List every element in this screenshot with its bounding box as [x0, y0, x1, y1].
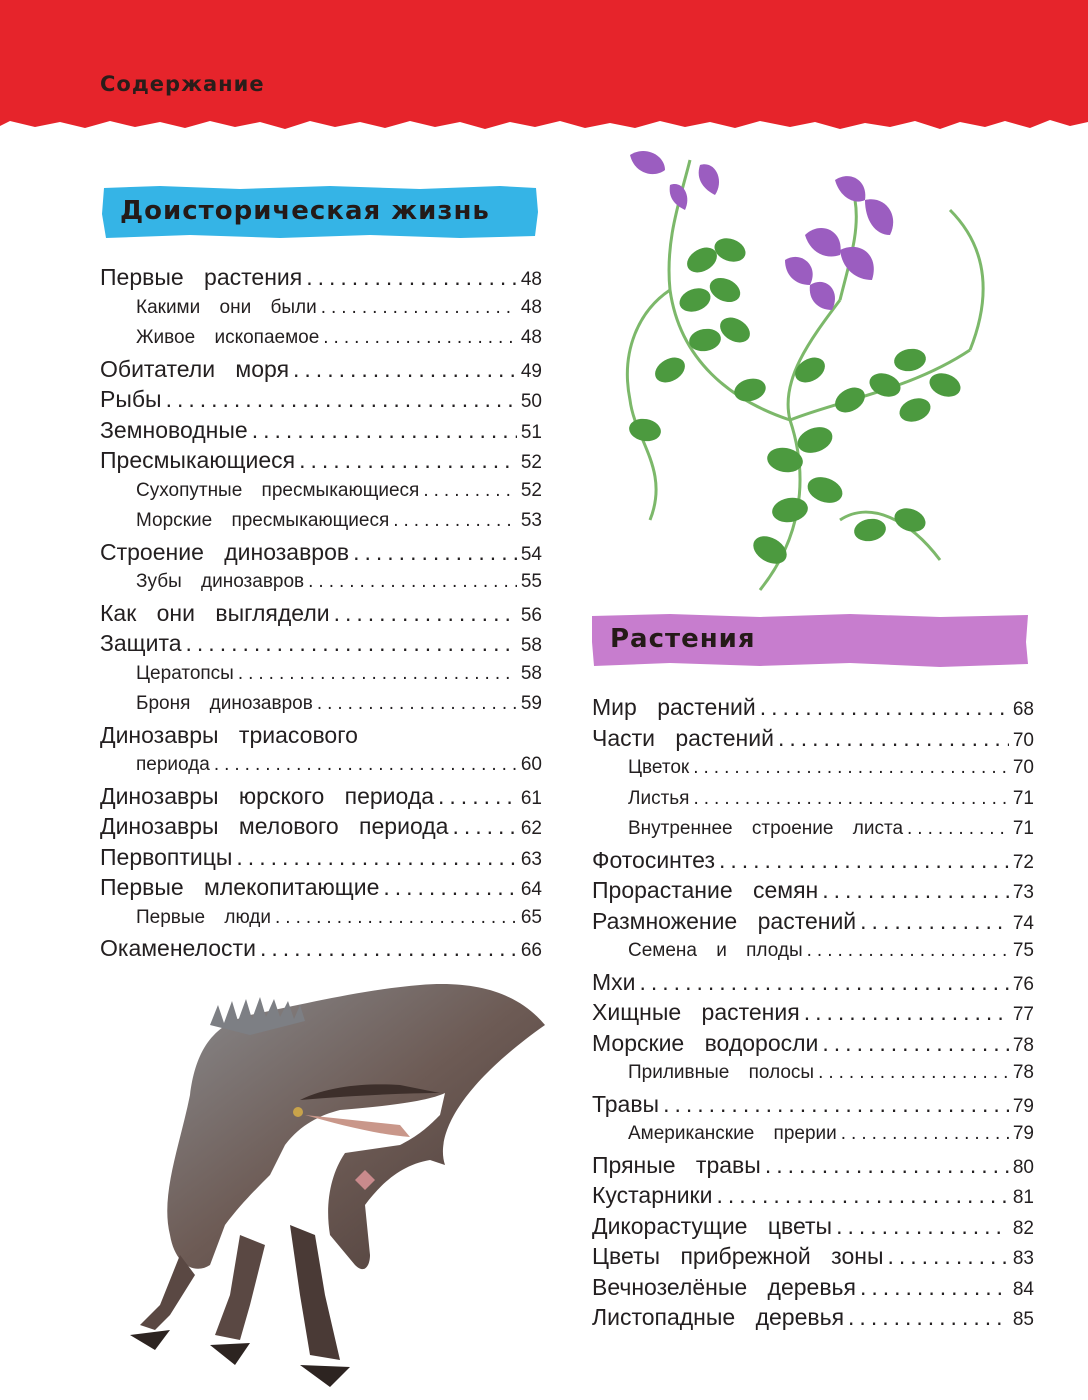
toc-entry-page: 58: [520, 662, 542, 684]
toc-entry-page: 73: [1012, 882, 1034, 903]
toc-entry-page: 68: [1012, 699, 1034, 720]
toc-entry-label: Первые люди: [136, 906, 272, 928]
toc-entry-label: Семена и плоды: [628, 940, 803, 961]
toc-leader-dots: [260, 933, 517, 963]
toc-entry-label: Дикорастущие цветы: [592, 1212, 833, 1239]
toc-entry-page: 53: [520, 510, 542, 531]
toc-entry-page: 54: [520, 543, 542, 565]
toc-leader-dots: [760, 692, 1009, 722]
toc-leader-dots: [423, 476, 517, 506]
toc-plants: [592, 692, 1034, 1333]
toc-leader-dots: [822, 875, 1009, 905]
toc-entry[interactable]: [592, 784, 1034, 815]
toc-leader-dots: [323, 323, 517, 353]
toc-entry[interactable]: [592, 814, 1034, 845]
plant-icon: [610, 140, 1010, 600]
toc-leader-dots: [299, 445, 517, 475]
toc-entry-page: 48: [520, 296, 542, 318]
toc-entry-label: Морские водоросли: [592, 1029, 819, 1056]
toc-leader-dots: [907, 814, 1009, 844]
toc-entry-label: Части растений: [592, 724, 774, 751]
toc-leader-dots: [383, 872, 516, 902]
toc-entry-page: 71: [1012, 787, 1034, 809]
toc-leader-dots: [716, 1180, 1008, 1210]
dinosaur-illustration: [100, 975, 555, 1395]
toc-entry[interactable]: [592, 1150, 1034, 1181]
section-tag-plants: [590, 612, 1030, 668]
toc-entry-label: Вечнозелёные деревья: [592, 1273, 856, 1300]
toc-entry[interactable]: [592, 1089, 1034, 1120]
toc-entry-label: Сухопутные пресмыкающиеся: [136, 479, 420, 501]
toc-entry-label: Броня динозавров: [136, 693, 313, 714]
toc-entry[interactable]: [100, 872, 542, 903]
toc-leader-dots: [308, 567, 517, 597]
toc-entry-label: Прорастание семян: [592, 877, 819, 903]
toc-entry-label: Динозавры мелового периода: [100, 813, 449, 839]
toc-entry-label: Как они выглядели: [100, 599, 330, 626]
toc-leader-dots: [860, 906, 1009, 936]
section-title-plants: Растения: [610, 624, 756, 654]
toc-leader-dots: [765, 1150, 1009, 1180]
toc-leader-dots: [822, 1028, 1008, 1058]
toc-leader-dots: [640, 967, 1009, 997]
toc-entry-label: Мир растений: [592, 694, 756, 720]
toc-entry-page: 52: [520, 452, 542, 473]
toc-leader-dots: [860, 1272, 1009, 1302]
toc-entry-page: 51: [520, 421, 542, 443]
toc-entry[interactable]: [592, 967, 1034, 998]
toc-leader-dots: [887, 1241, 1008, 1271]
toc-prehistoric: [100, 262, 542, 964]
toc-leader-dots: [317, 689, 517, 719]
toc-leader-dots: [719, 845, 1009, 875]
toc-entry-page: 71: [1012, 818, 1034, 839]
toc-leader-dots: [841, 1119, 1009, 1149]
toc-entry-page: 58: [520, 635, 542, 656]
toc-entry-page: 48: [520, 269, 542, 290]
toc-entry-label: Пресмыкающиеся: [100, 447, 296, 473]
toc-leader-dots: [321, 293, 517, 323]
toc-entry-page: 77: [1012, 1004, 1034, 1025]
toc-entry-page: 59: [520, 693, 542, 714]
toc-entry-page: 80: [1012, 1156, 1034, 1178]
toc-entry[interactable]: [100, 750, 542, 781]
toc-entry-page: 81: [1012, 1187, 1034, 1208]
toc-entry[interactable]: [100, 567, 542, 598]
toc-entry-label: Листопадные деревья: [592, 1304, 845, 1330]
toc-entry[interactable]: [100, 415, 542, 446]
toc-entry-page: 52: [520, 479, 542, 501]
toc-entry[interactable]: [100, 842, 542, 873]
sweet-pea-illustration: [610, 140, 1010, 600]
toc-entry[interactable]: [592, 875, 1034, 906]
section-tag-prehistoric: [100, 184, 540, 240]
toc-entry-page: 49: [520, 360, 542, 382]
toc-entry-label: Динозавры триасового: [100, 721, 358, 748]
toc-entry[interactable]: [592, 723, 1034, 754]
toc-entry-page: 78: [1012, 1034, 1034, 1056]
toc-entry-page: 63: [520, 848, 542, 870]
toc-entry-page: 56: [520, 604, 542, 626]
toc-entry[interactable]: [100, 781, 542, 812]
toc-entry-label: Мхи: [592, 968, 636, 995]
toc-entry[interactable]: [592, 1241, 1034, 1272]
toc-entry-label: Пряные травы: [592, 1151, 761, 1178]
toc-leader-dots: [353, 537, 517, 567]
toc-leader-dots: [393, 506, 517, 536]
toc-entry-page: 74: [1012, 912, 1034, 934]
toc-entry-page: 66: [520, 940, 542, 961]
toc-entry-label: Защита: [100, 630, 182, 656]
toc-entry[interactable]: [100, 933, 542, 964]
toc-leader-dots: [848, 1302, 1009, 1332]
toc-entry-page: 72: [1012, 851, 1034, 873]
toc-leader-dots: [186, 628, 517, 658]
toc-entry-label: периода: [136, 754, 210, 775]
toc-entry[interactable]: [100, 537, 542, 568]
toc-entry-label: Земноводные: [100, 416, 248, 443]
toc-leader-dots: [452, 811, 516, 841]
toc-entry-page: 78: [1012, 1062, 1034, 1083]
toc-entry[interactable]: [100, 445, 542, 476]
toc-entry[interactable]: [592, 1272, 1034, 1303]
page-title: Содержание: [100, 72, 265, 96]
dinosaur-icon: [100, 975, 555, 1395]
toc-entry[interactable]: [592, 692, 1034, 723]
toc-leader-dots: [238, 659, 517, 689]
toc-entry-label: Какими они были: [136, 296, 317, 318]
toc-entry-label: Обитатели моря: [100, 355, 290, 382]
toc-entry-label: Хищные растения: [592, 999, 800, 1025]
toc-entry[interactable]: [592, 1211, 1034, 1242]
toc-entry-label: Цветок: [628, 757, 690, 778]
toc-leader-dots: [166, 384, 517, 414]
toc-entry-page: 64: [520, 879, 542, 900]
toc-leader-dots: [214, 750, 517, 780]
toc-leader-dots: [836, 1211, 1009, 1241]
toc-entry-label: Фотосинтез: [592, 846, 715, 873]
toc-entry[interactable]: [592, 845, 1034, 876]
toc-leader-dots: [778, 723, 1009, 753]
toc-entry-page: 50: [520, 391, 542, 412]
toc-entry-page: 83: [1012, 1248, 1034, 1269]
toc-entry-page: 70: [1012, 729, 1034, 751]
toc-entry-label: Морские пресмыкающиеся: [136, 510, 390, 531]
toc-entry[interactable]: [100, 689, 542, 720]
header-banner: [0, 0, 1088, 138]
toc-entry-label: Рыбы: [100, 386, 162, 412]
toc-entry[interactable]: [100, 811, 542, 842]
toc-entry[interactable]: [100, 598, 542, 629]
toc-entry-label: Строение динозавров: [100, 538, 350, 565]
toc-entry[interactable]: [100, 323, 542, 354]
toc-entry-page: 62: [520, 818, 542, 839]
toc-entry-page: 55: [520, 571, 542, 592]
toc-entry-label: Первые млекопитающие: [100, 874, 380, 900]
toc-leader-dots: [804, 997, 1009, 1027]
toc-entry[interactable]: [100, 903, 542, 934]
toc-entry[interactable]: [100, 384, 542, 415]
toc-entry-page: 75: [1012, 940, 1034, 961]
toc-entry-label: Размножение растений: [592, 907, 857, 934]
toc-entry[interactable]: [592, 753, 1034, 784]
toc-entry-page: 76: [1012, 973, 1034, 995]
toc-entry[interactable]: [592, 1119, 1034, 1150]
toc-entry[interactable]: [592, 936, 1034, 967]
toc-leader-dots: [275, 903, 517, 933]
toc-entry[interactable]: [592, 1058, 1034, 1089]
toc-entry-page: 79: [1012, 1123, 1034, 1144]
toc-leader-dots: [663, 1089, 1009, 1119]
toc-entry-label: Первоптицы: [100, 843, 233, 870]
toc-leader-dots: [818, 1058, 1009, 1088]
toc-entry-label: Травы: [592, 1090, 660, 1117]
toc-entry-page: 79: [1012, 1095, 1034, 1117]
toc-entry-page: 85: [1012, 1309, 1034, 1330]
toc-entry[interactable]: [100, 720, 542, 751]
toc-entry-label: Кустарники: [592, 1182, 713, 1208]
toc-entry[interactable]: [100, 659, 542, 690]
toc-leader-dots: [306, 262, 517, 292]
toc-entry-label: Приливные полосы: [628, 1062, 815, 1083]
toc-entry[interactable]: [100, 506, 542, 537]
toc-leader-dots: [293, 354, 517, 384]
toc-entry-page: 48: [520, 327, 542, 348]
toc-entry-label: Динозавры юрского периода: [100, 782, 435, 809]
toc-entry-label: Листья: [628, 787, 690, 809]
section-title-prehistoric: Доисторическая жизнь: [120, 196, 490, 226]
toc-entry[interactable]: [100, 354, 542, 385]
toc-entry-label: Цератопсы: [136, 662, 234, 684]
toc-entry-page: 82: [1012, 1217, 1034, 1239]
toc-entry-label: Цветы прибрежной зоны: [592, 1243, 884, 1269]
toc-entry-page: 84: [1012, 1278, 1034, 1300]
toc-entry-label: Живое ископаемое: [136, 327, 320, 348]
toc-entry-page: 70: [1012, 757, 1034, 778]
toc-entry[interactable]: [100, 293, 542, 324]
toc-entry-label: Первые растения: [100, 264, 303, 290]
toc-entry-label: Зубы динозавров: [136, 571, 305, 592]
toc-entry[interactable]: [592, 1302, 1034, 1333]
toc-entry[interactable]: [592, 1028, 1034, 1059]
header-banner-bg: [0, 0, 1088, 138]
toc-leader-dots: [693, 753, 1009, 783]
toc-leader-dots: [693, 784, 1008, 814]
toc-entry-label: Американские прерии: [628, 1123, 837, 1144]
toc-leader-dots: [252, 415, 517, 445]
toc-entry-page: 61: [520, 787, 542, 809]
toc-entry-label: Окаменелости: [100, 935, 256, 961]
toc-entry-label: Внутреннее строение листа: [628, 818, 904, 839]
toc-entry[interactable]: [100, 476, 542, 507]
toc-entry[interactable]: [100, 262, 542, 293]
toc-entry[interactable]: [592, 1180, 1034, 1211]
toc-entry-page: 65: [520, 906, 542, 928]
toc-entry-page: 60: [520, 754, 542, 775]
toc-entry[interactable]: [592, 906, 1034, 937]
toc-entry[interactable]: [592, 997, 1034, 1028]
toc-leader-dots: [807, 936, 1009, 966]
toc-leader-dots: [334, 598, 517, 628]
toc-leader-dots: [236, 842, 516, 872]
toc-leader-dots: [438, 781, 517, 811]
toc-entry[interactable]: [100, 628, 542, 659]
